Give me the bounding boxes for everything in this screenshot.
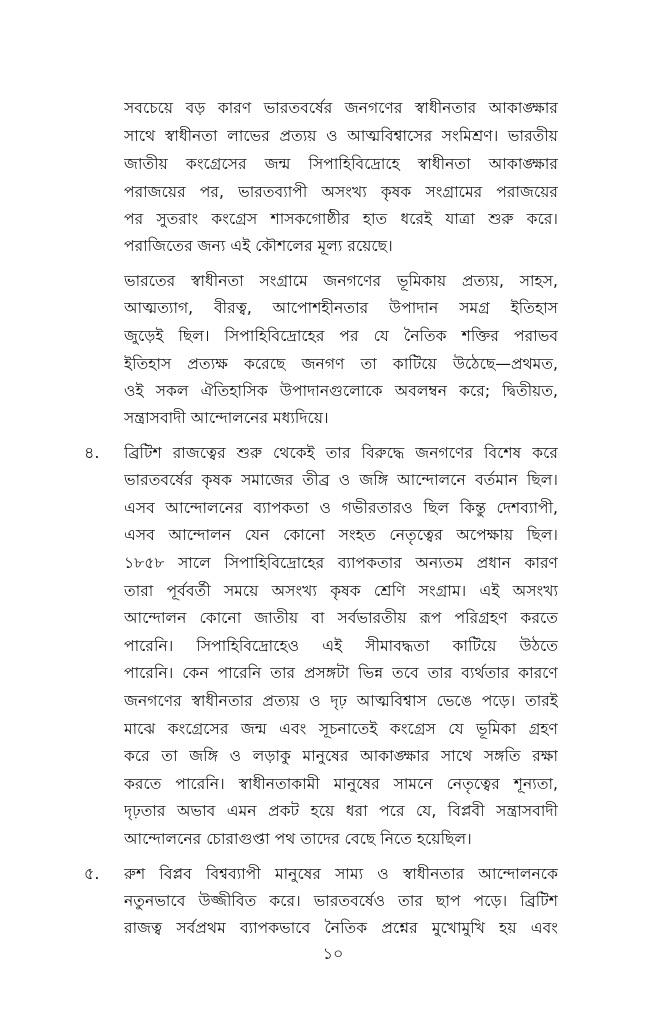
- item-number: ৪.: [84, 443, 100, 462]
- text-line: ভারতবর্ষের কৃষক সমাজের তীব্র ও জঙ্গি আন্দোলনে বর্তমান ছিল।: [124, 471, 558, 489]
- text-line: পারেনি। সিপাহিবিদ্রোহেও এই সীমাবদ্ধতা কাটিয়ে উঠতে: [124, 637, 558, 655]
- text-line: ব্রিটিশ রাজত্বের শুরু থেকেই তার বিরুদ্ধে জনগণের বিশেষ করে: [124, 444, 558, 462]
- text-line: সন্ত্রাসবাদী আন্দোলনের মধ্যদিয়ে।: [124, 409, 329, 427]
- text-line: আন্দোলনের চোরাগুপ্তা পথ তাদের বেছে নিতে হয়েছিল।: [124, 830, 472, 848]
- text-line: আন্দোলন কোনো জাতীয় বা সর্বভারতীয় রূপ পরিগ্রহণ করতে: [124, 609, 558, 627]
- item-number: ৫.: [84, 864, 100, 883]
- text-line: আত্মত্যাগ, বীরত্ব, আপোশহীনতার উপাদান সমগ্র ইতিহাস: [124, 299, 558, 317]
- text-line: মাঝে কংগ্রেসের জন্ম এবং সূচনাতেই কংগ্রেস যে ভূমিকা গ্রহণ: [124, 720, 558, 738]
- text-line: ইতিহাস প্রত্যক্ষ করেছে জনগণ তা কাটিয়ে উঠেছে—প্রথমত,: [124, 355, 558, 373]
- text-line: রুশ বিপ্লব বিশ্বব্যাপী মানুষের সাম্য ও স্বাধীনতার আন্দোলনকে: [124, 865, 558, 883]
- text-line: সবচেয়ে বড় কারণ ভারতবর্ষের জনগণের স্বাধীনতার আকাঙ্ক্ষার: [124, 99, 558, 117]
- text-line: করতে পারেনি। স্বাধীনতাকামী মানুষের সামনে নেতৃত্বের শূন্যতা,: [124, 775, 558, 793]
- text-line: ভারতের স্বাধীনতা সংগ্রামে জনগণের ভূমিকায় প্রত্যয়, সাহস,: [124, 272, 558, 290]
- text-line: এসব আন্দোলন যেন কোনো সংহত নেতৃত্বের অপেক্ষায় ছিল।: [124, 526, 558, 544]
- text-line: ওই সকল ঐতিহাসিক উপাদানগুলোকে অবলম্বন করে; দ্বিতীয়ত,: [124, 382, 558, 400]
- text-line: পর সুতরাং কংগ্রেস শাসকগোষ্ঠীর হাত ধরেই যাত্রা শুরু করে।: [124, 210, 558, 228]
- text-line: এসব আন্দোলনের ব্যাপকতা ও গভীরতারও ছিল কিন্তু দেশব্যাপী,: [124, 499, 558, 517]
- text-line: করে তা জঙ্গি ও লড়াকু মানুষের আকাঙ্ক্ষার সাথে সঙ্গতি রক্ষা: [124, 747, 558, 765]
- text-line: জুড়েই ছিল। সিপাহিবিদ্রোহের পর যে নৈতিক শক্তির পরাভব: [124, 327, 558, 345]
- text-line: ১৮৫৮ সালে সিপাহিবিদ্রোহের ব্যাপকতার অন্যতম প্রধান কারণ: [124, 554, 558, 572]
- text-line: পরাজয়ের পর, ভারতব্যাপী অসংখ্য কৃষক সংগ্রামের পরাজয়ের: [124, 183, 558, 201]
- text-line: পারেনি। কেন পারেনি তার প্রসঙ্গটা ভিন্ন তবে তার ব্যর্থতার কারণে: [124, 664, 558, 682]
- text-line: জাতীয় কংগ্রেসের জন্ম সিপাহিবিদ্রোহে স্বাধীনতা আকাঙ্ক্ষার: [124, 155, 558, 173]
- text-line: সাথে স্বাধীনতা লাভের প্রত্যয় ও আত্মবিশ্বাসের সংমিশ্রণ। ভারতীয়: [124, 127, 558, 145]
- text-line: জনগণের স্বাধীনতার প্রত্যয় ও দৃঢ় আত্মবিশ্বাস ভেঙে পড়ে। তারই: [124, 692, 558, 710]
- text-line: পরাজিতের জন্য এই কৌশলের মূল্য রয়েছে।: [124, 237, 393, 255]
- text-line: দৃঢ়তার অভাব এমন প্রকট হয়ে ধরা পরে যে, বিপ্লবী সন্ত্রাসবাদী: [124, 802, 558, 820]
- text-line: নতুনভাবে উজ্জীবিত করে। ভারতবর্ষেও তার ছাপ পড়ে। ব্রিটিশ: [124, 892, 558, 910]
- text-line: তারা পূর্ববর্তী সময়ে অসংখ্য কৃষক শ্রেণি সংগ্রাম। এই অসংখ্য: [124, 582, 558, 600]
- text-line: রাজত্ব সর্বপ্রথম ব্যাপকভাবে নৈতিক প্রশ্নের মুখোমুখি হয় এবং: [124, 919, 558, 937]
- page-number: ১০: [322, 944, 344, 963]
